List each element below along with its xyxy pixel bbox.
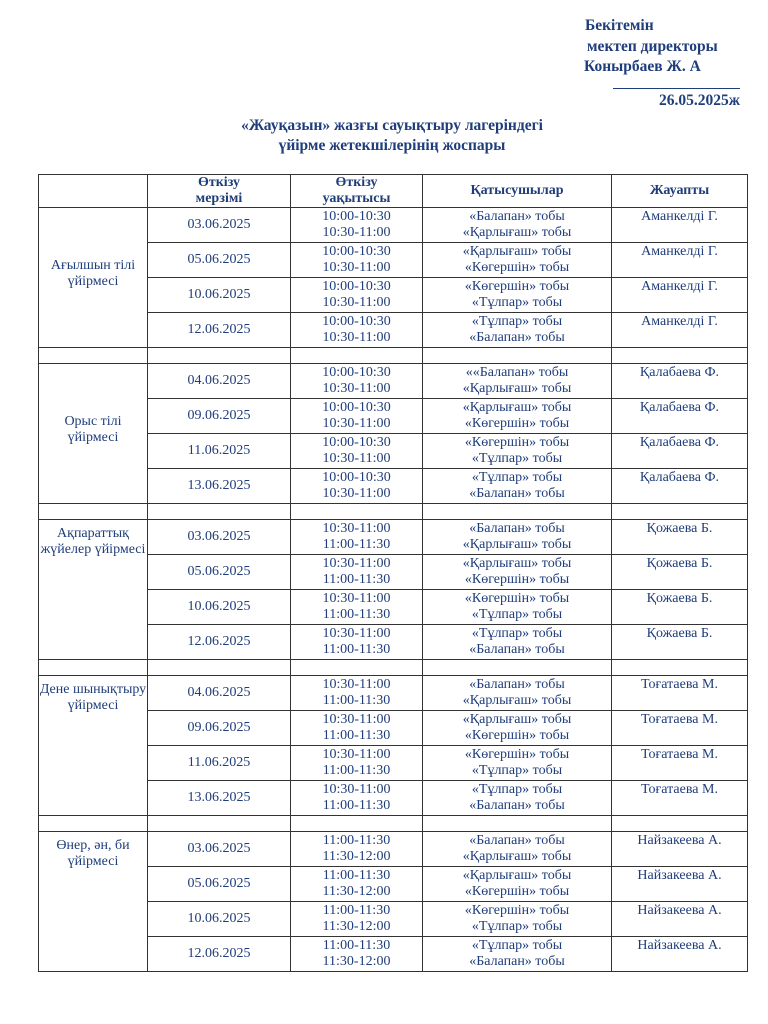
date-cell: 10.06.2025 [148,278,291,313]
time-cell [291,278,423,313]
time-cell [291,902,423,937]
empty-cell [39,504,148,520]
table-row [39,676,748,711]
date-cell: 13.06.2025 [148,469,291,504]
participant-group-2: «Қарлығаш» тобы [462,381,572,396]
time-cell [291,364,423,399]
empty-cell [423,660,612,676]
responsible-cell: Аманкелді Г. [612,313,748,348]
time-cell [291,469,423,504]
participant-group-1: «Балапан» тобы [469,833,565,848]
time-cell [291,313,423,348]
approval-name: Конырбаев Ж. А [584,58,701,75]
time-cell [291,746,423,781]
time-cell [291,520,423,555]
time-cell [291,243,423,278]
participants-cell [423,625,612,660]
time-slot-2: 11:00-11:30 [322,693,391,708]
participant-group-2: «Қарлығаш» тобы [462,849,572,864]
header-time [291,175,423,208]
empty-cell [612,504,748,520]
responsible-cell: Қожаева Б. [612,555,748,590]
responsible-cell: Аманкелді Г. [612,243,748,278]
approval-date: 26.05.2025ж [659,91,740,109]
empty-cell [39,348,148,364]
table-header-row [39,175,748,208]
responsible-cell: Қожаева Б. [612,590,748,625]
time-slot-1: 10:30-11:00 [322,712,391,727]
time-slot-2: 11:00-11:30 [322,763,391,778]
date-cell: 09.06.2025 [148,711,291,746]
responsible-cell: Найзакеева А. [612,867,748,902]
time-cell [291,434,423,469]
time-cell [291,781,423,816]
date-cell: 05.06.2025 [148,867,291,902]
time-slot-2: 11:00-11:30 [322,572,391,587]
empty-cell [291,660,423,676]
participant-group-2: «Тұлпар» тобы [471,451,563,466]
responsible-cell: Тоғатаева М. [612,746,748,781]
time-cell [291,867,423,902]
approval-title: Бекітемін [585,17,654,34]
time-slot-1: 10:30-11:00 [322,556,391,571]
participant-group-2: «Балапан» тобы [469,642,565,657]
participants-cell [423,676,612,711]
time-cell [291,208,423,243]
table-row [39,520,748,555]
time-slot-2: 11:30-12:00 [322,919,391,934]
signature-line [613,78,740,89]
time-slot-1: 11:00-11:30 [322,938,391,953]
participants-cell [423,278,612,313]
participants-cell [423,711,612,746]
empty-cell [39,816,148,832]
participant-group-2: «Көгершін» тобы [464,572,570,587]
time-slot-2: 11:00-11:30 [322,537,391,552]
participant-group-2: «Көгершін» тобы [464,884,570,899]
empty-cell [291,348,423,364]
participant-group-1: «Қарлығаш» тобы [462,556,572,571]
spacer-row [39,348,748,364]
date-cell: 12.06.2025 [148,937,291,972]
time-slot-1: 11:00-11:30 [322,833,391,848]
participants-cell [423,208,612,243]
participant-group-1: «Балапан» тобы [469,209,565,224]
date-cell: 10.06.2025 [148,590,291,625]
participant-group-2: «Балапан» тобы [469,798,565,813]
participant-group-1: ««Балапан» тобы [465,365,569,380]
participants-cell [423,399,612,434]
participant-group-2: «Балапан» тобы [469,954,565,969]
time-slot-1: 10:00-10:30 [322,314,391,329]
participants-cell [423,590,612,625]
table-row [39,208,748,243]
time-slot-1: 10:30-11:00 [322,521,391,536]
participant-group-1: «Көгершін» тобы [464,279,570,294]
date-cell: 09.06.2025 [148,399,291,434]
responsible-cell: Тоғатаева М. [612,676,748,711]
time-slot-1: 10:00-10:30 [322,244,391,259]
participants-cell [423,364,612,399]
participant-group-1: «Қарлығаш» тобы [462,400,572,415]
empty-cell [423,348,612,364]
date-cell: 03.06.2025 [148,520,291,555]
responsible-cell: Қожаева Б. [612,520,748,555]
empty-cell [39,660,148,676]
participant-group-2: «Тұлпар» тобы [471,919,563,934]
date-cell: 13.06.2025 [148,781,291,816]
time-slot-2: 11:00-11:30 [322,607,391,622]
participant-group-1: «Қарлығаш» тобы [462,868,572,883]
participant-group-2: «Көгершін» тобы [464,260,570,275]
spacer-row [39,660,748,676]
time-cell [291,590,423,625]
responsible-cell: Найзакеева А. [612,937,748,972]
empty-cell [148,504,291,520]
time-slot-1: 10:30-11:00 [322,782,391,797]
date-cell: 03.06.2025 [148,208,291,243]
participant-group-1: «Тұлпар» тобы [471,938,563,953]
empty-cell [423,504,612,520]
empty-cell [612,348,748,364]
participant-group-1: «Көгершін» тобы [464,747,570,762]
approval-block [582,16,762,111]
time-slot-2: 10:30-11:00 [322,225,391,240]
time-slot-1: 10:00-10:30 [322,279,391,294]
participant-group-1: «Көгершін» тобы [464,435,570,450]
time-cell [291,711,423,746]
participant-group-2: «Тұлпар» тобы [471,607,563,622]
schedule-table [38,174,748,972]
time-slot-1: 10:30-11:00 [322,747,391,762]
participant-group-2: «Тұлпар» тобы [471,295,563,310]
date-cell: 05.06.2025 [148,555,291,590]
time-slot-1: 10:30-11:00 [322,591,391,606]
date-cell: 11.06.2025 [148,746,291,781]
participant-group-1: «Балапан» тобы [469,521,565,536]
empty-cell [148,348,291,364]
time-slot-2: 10:30-11:00 [322,330,391,345]
responsible-cell: Қалабаева Ф. [612,364,748,399]
participants-cell [423,781,612,816]
date-cell: 03.06.2025 [148,832,291,867]
table-row [39,832,748,867]
empty-cell [148,816,291,832]
empty-cell [291,504,423,520]
header-time-line-2: уақытысы [322,191,391,206]
responsible-cell: Аманкелді Г. [612,278,748,313]
participant-group-2: «Қарлығаш» тобы [462,537,572,552]
participants-cell [423,746,612,781]
participant-group-2: «Көгершін» тобы [464,416,570,431]
time-cell [291,937,423,972]
title-line-2: үйірме жетекшілерінің жоспары [278,137,506,154]
date-cell: 11.06.2025 [148,434,291,469]
date-cell: 12.06.2025 [148,625,291,660]
club-name-cell: Ақпараттық жүйелер үйірмесі [39,520,148,660]
time-slot-2: 11:30-12:00 [322,849,391,864]
date-cell: 04.06.2025 [148,676,291,711]
responsible-cell: Қалабаева Ф. [612,399,748,434]
time-slot-2: 10:30-11:00 [322,486,391,501]
header-participants: Қатысушылар [423,175,612,208]
time-cell [291,625,423,660]
header-date [148,175,291,208]
time-slot-2: 11:30-12:00 [322,954,391,969]
participant-group-2: «Балапан» тобы [469,330,565,345]
empty-cell [148,660,291,676]
time-slot-1: 10:30-11:00 [322,626,391,641]
time-slot-1: 10:00-10:30 [322,209,391,224]
responsible-cell: Тоғатаева М. [612,781,748,816]
club-name-cell: Ағылшын тілі үйірмесі [39,208,148,348]
participants-cell [423,434,612,469]
participant-group-1: «Көгершін» тобы [464,591,570,606]
document-title [0,116,768,156]
table-body [39,208,748,972]
header-date-line-2: мерзімі [195,191,243,206]
responsible-cell: Қалабаева Ф. [612,434,748,469]
time-slot-1: 10:30-11:00 [322,677,391,692]
time-cell [291,832,423,867]
participant-group-1: «Тұлпар» тобы [471,626,563,641]
club-name-cell: Дене шынықтыру үйірмесі [39,676,148,816]
header-responsible: Жауапты [612,175,748,208]
time-slot-1: 10:00-10:30 [322,365,391,380]
participant-group-2: «Көгершін» тобы [464,728,570,743]
participant-group-2: «Қарлығаш» тобы [462,225,572,240]
participants-cell [423,243,612,278]
approval-position: мектеп директоры [587,37,718,55]
participant-group-1: «Тұлпар» тобы [471,782,563,797]
participants-cell [423,902,612,937]
date-cell: 05.06.2025 [148,243,291,278]
time-slot-2: 11:30-12:00 [322,884,391,899]
participants-cell [423,937,612,972]
time-slot-1: 10:00-10:30 [322,400,391,415]
participant-group-2: «Тұлпар» тобы [471,763,563,778]
date-cell: 10.06.2025 [148,902,291,937]
participant-group-1: «Тұлпар» тобы [471,470,563,485]
participant-group-2: «Қарлығаш» тобы [462,693,572,708]
participants-cell [423,867,612,902]
spacer-row [39,816,748,832]
participants-cell [423,469,612,504]
header-club [39,175,148,208]
date-cell: 12.06.2025 [148,313,291,348]
time-cell [291,676,423,711]
time-slot-2: 10:30-11:00 [322,295,391,310]
participant-group-1: «Қарлығаш» тобы [462,244,572,259]
club-name-cell: Өнер, ән, би үйірмесі [39,832,148,972]
time-slot-2: 10:30-11:00 [322,416,391,431]
responsible-cell: Тоғатаева М. [612,711,748,746]
participant-group-1: «Балапан» тобы [469,677,565,692]
responsible-cell: Аманкелді Г. [612,208,748,243]
participant-group-1: «Көгершін» тобы [464,903,570,918]
time-slot-1: 10:00-10:30 [322,470,391,485]
club-name-cell: Орыс тілі үйірмесі [39,364,148,504]
time-slot-2: 10:30-11:00 [322,451,391,466]
responsible-cell: Қожаева Б. [612,625,748,660]
time-slot-2: 11:00-11:30 [322,728,391,743]
participants-cell [423,520,612,555]
spacer-row [39,504,748,520]
responsible-cell: Қалабаева Ф. [612,469,748,504]
header-date-line-1: Өткізу [197,175,241,190]
responsible-cell: Найзакеева А. [612,902,748,937]
time-slot-1: 10:00-10:30 [322,435,391,450]
table-row [39,364,748,399]
participant-group-2: «Балапан» тобы [469,486,565,501]
participant-group-1: «Қарлығаш» тобы [462,712,572,727]
time-slot-2: 10:30-11:00 [322,260,391,275]
participants-cell [423,832,612,867]
empty-cell [612,660,748,676]
time-cell [291,399,423,434]
header-time-line-1: Өткізу [335,175,378,190]
title-line-1: «Жауқазын» жазғы сауықтыру лагеріндегі [241,117,543,134]
participants-cell [423,555,612,590]
empty-cell [291,816,423,832]
date-cell: 04.06.2025 [148,364,291,399]
time-slot-2: 10:30-11:00 [322,381,391,396]
empty-cell [612,816,748,832]
time-slot-2: 11:00-11:30 [322,642,391,657]
time-slot-2: 11:00-11:30 [322,798,391,813]
time-cell [291,555,423,590]
participant-group-1: «Тұлпар» тобы [471,314,563,329]
time-slot-1: 11:00-11:30 [322,903,391,918]
participants-cell [423,313,612,348]
empty-cell [423,816,612,832]
responsible-cell: Найзакеева А. [612,832,748,867]
time-slot-1: 11:00-11:30 [322,868,391,883]
